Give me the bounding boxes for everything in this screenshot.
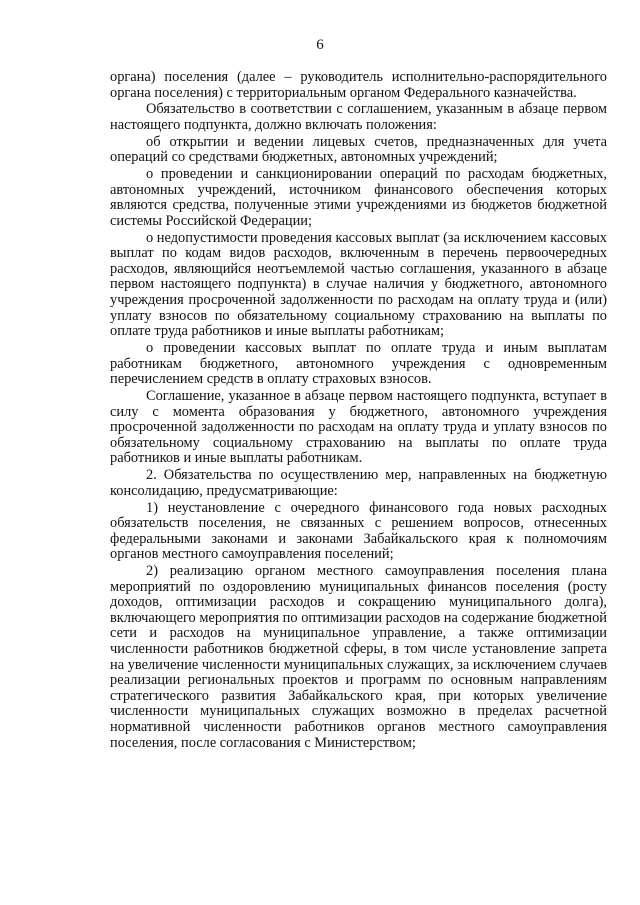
paragraph-consolidation: 2. Обязательства по осуществлению мер, направленных на бюджетную консолидацию, предусматривающие: [110,467,607,499]
paragraph-operations: о проведении и санкционировании операций по расходам бюджетных, автономных учреждений, источником финансового обеспечения которых являются средства, полученные этими учреждениями из бюджетов бюджетной системы Российской Федерации; [110,166,607,229]
paragraph-item-1: 1) неустановление с очередного финансового года новых расходных обязательств поселения, не связанных с решением вопросов, отнесенных федеральными законами и законами Забайкальского края к полномочиям органов местного самоуправления поселений; [110,499,607,563]
paragraph-agreement-effect: Соглашение, указанное в абзаце первом настоящего подпункта, вступает в силу с момента образования у бюджетного, автономного учреждения просроченной задолженности по расходам на оплату труда и уплату взносов по обязательному социальному страхованию на выплаты по оплате труда работников и иные выплаты работникам. [110,388,607,467]
paragraph-salary-payments: о проведении кассовых выплат по оплате труда и иным выплатам работникам бюджетного, автономного учреждения с одновременным перечислением средств в оплату страховых взносов. [110,340,607,388]
paragraph-obligation-intro: Обязательство в соответствии с соглашением, указанным в абзаце первом настоящего подпункта, должно включать положения: [110,101,607,133]
paragraph-item-2: 2) реализацию органом местного самоуправления поселения плана мероприятий по оздоровлению муниципальных финансов поселения (росту доходов, оптимизации расходов и сокращению муниципального долга), включающего мероприятия по оптимизации расходов на содержание бюджетной сети и расходов на муниципальное управление, а также оптимизации численности работников бюджетной сферы, в том числе установление запрета на увеличение численности муниципальных служащих, за исключением случаев реализации региональных проектов и программ по основным направлениям стратегического развития Забайкальского края, при которых увеличение численности муниципальных служащих возможно в пределах расчетной нормативной численности работников органов местного самоуправления поселения, после согласования с Министерством; [110,563,607,751]
paragraph-continuation: органа) поселения (далее – руководитель исполнительно-распорядительного органа поселения) с территориальным органом Федерального казначейства. [110,69,607,101]
page-number: 6 [316,37,324,53]
paragraph-accounts: об открытии и ведении лицевых счетов, предназначенных для учета операций со средствами бюджетных, автономных учреждений; [110,133,607,166]
paragraph-payments-restriction: о недопустимости проведения кассовых выплат (за исключением кассовых выплат по кодам видов расходов, включенным в перечень первоочередных расходов, являющийся неотъемлемой частью соглашения, указанного в абзаце первом настоящего подпункта) в случае наличия у бюджетного, автономного учреждения просроченной задолженности по расходам на оплату труда и (или) уплату взносов по обязательному социальному страхованию на выплаты по оплате труда работников и иные выплаты работникам; [110,229,607,340]
document-body [110,70,607,752]
